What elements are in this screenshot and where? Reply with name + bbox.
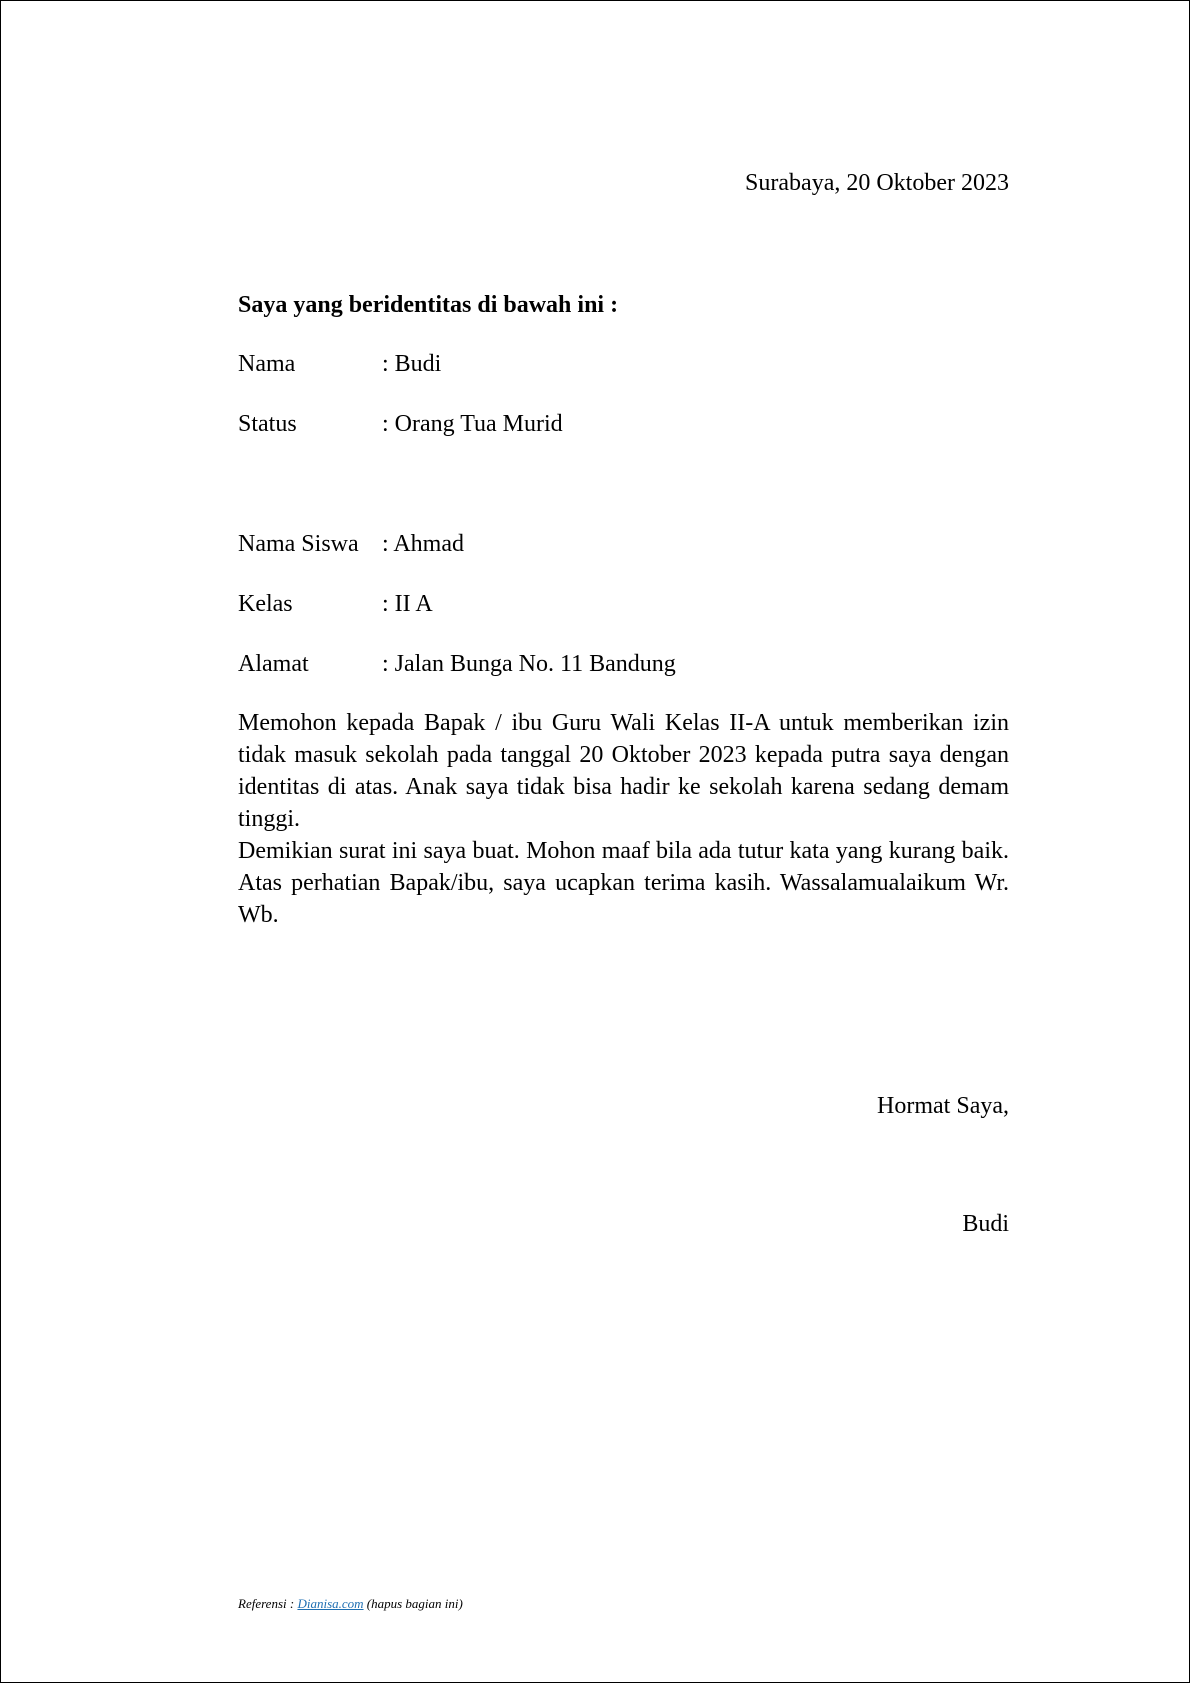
intro-heading: Saya yang beridentitas di bawah ini :	[238, 292, 619, 318]
field-label: Nama Siswa	[238, 531, 359, 557]
reference-footer	[238, 1595, 463, 1613]
field-value: : Budi	[382, 351, 442, 377]
closing-salutation: Hormat Saya,	[877, 1093, 1009, 1119]
footer-suffix: (hapus bagian ini)	[363, 1596, 463, 1611]
reference-link[interactable]: Dianisa.com	[297, 1596, 364, 1611]
body-paragraph-closing: Demikian surat ini saya buat. Mohon maaf bila ada tutur kata yang kurang baik. Atas perhatian Bapak/ibu, saya ucapkan terima kasih. Wassalamualaikum Wr. Wb.	[238, 838, 1009, 928]
footer-prefix: Referensi :	[238, 1596, 298, 1611]
field-value: : Jalan Bunga No. 11 Bandung	[382, 651, 676, 677]
field-label: Nama	[238, 351, 296, 377]
place-date: Surabaya, 20 Oktober 2023	[745, 170, 1009, 196]
body-paragraph-request: Memohon kepada Bapak / ibu Guru Wali Kelas II-A untuk memberikan izin tidak masuk sekolah pada tanggal 20 Oktober 2023 kepada putra saya dengan identitas di atas. Anak saya tidak bisa hadir ke sekolah karena sedang demam tinggi.	[238, 710, 1009, 832]
field-row-kelas	[238, 588, 433, 620]
field-row-status	[238, 408, 563, 440]
field-row-nama	[238, 348, 441, 380]
field-row-alamat	[238, 648, 676, 680]
field-value: : II A	[382, 591, 433, 617]
signer-name: Budi	[962, 1211, 1009, 1237]
field-label: Status	[238, 411, 297, 437]
field-value: : Ahmad	[382, 531, 464, 557]
field-label: Kelas	[238, 591, 293, 617]
field-row-nama-siswa	[238, 528, 464, 560]
field-value: : Orang Tua Murid	[382, 411, 563, 437]
field-label: Alamat	[238, 651, 309, 677]
